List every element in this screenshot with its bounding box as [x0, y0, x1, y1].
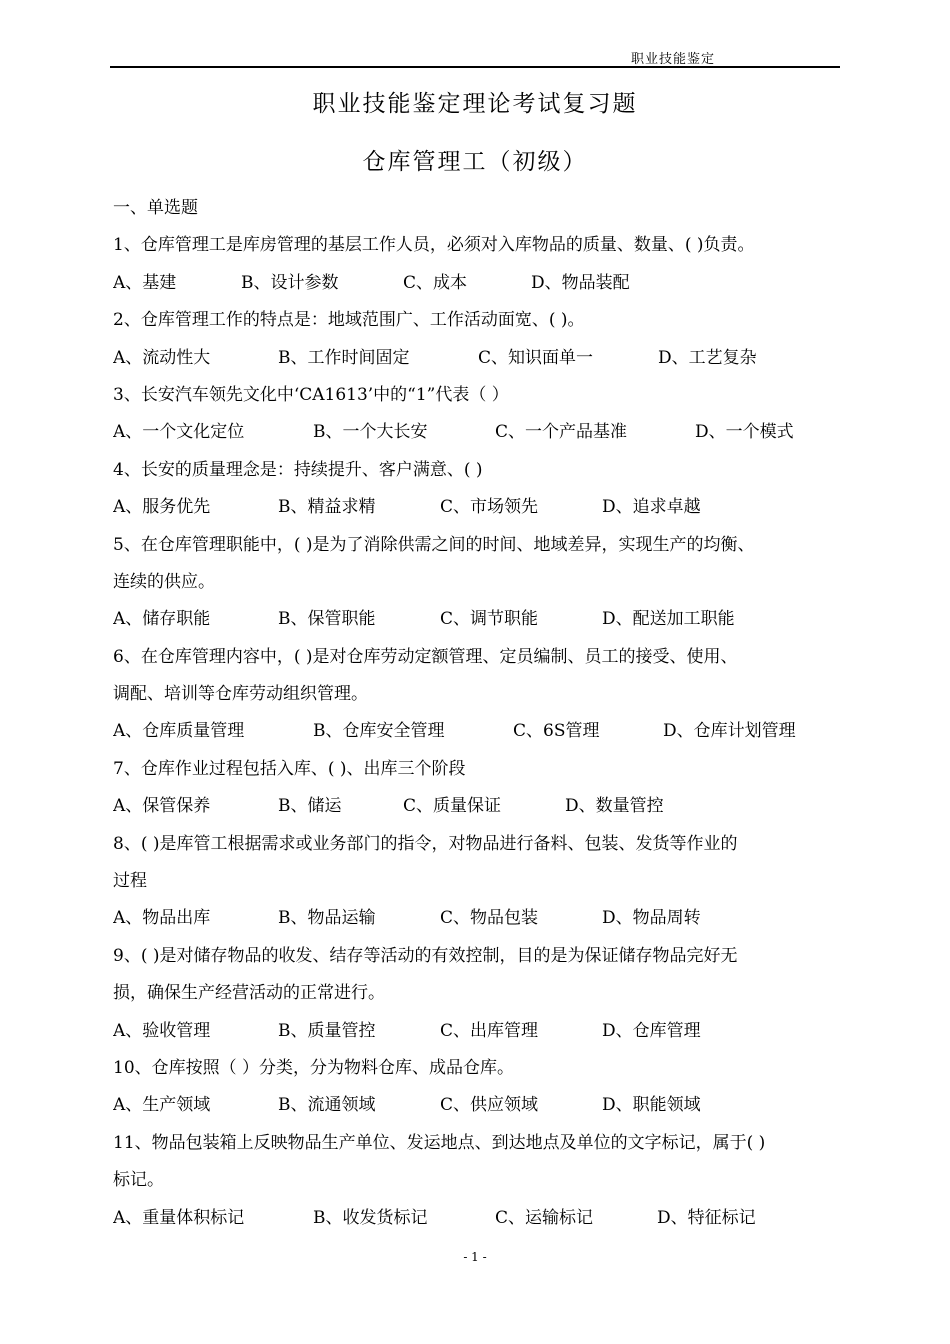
option-row — [113, 1013, 841, 1050]
question-text: 5、在仓库管理职能中，( )是为了消除供需之间的时间、地域差异，实现生产的均衡、 — [113, 534, 755, 555]
questions-container — [113, 227, 841, 1237]
answer-option: B、仓库安全管理 — [313, 721, 445, 742]
answer-option: B、保管职能 — [278, 609, 376, 630]
question-text: 11、物品包装箱上反映物品生产单位、发运地点、到达地点及单位的文字标记，属于( ) — [113, 1132, 766, 1153]
answer-option: A、流动性大 — [113, 347, 211, 368]
header-divider — [110, 66, 840, 68]
question-text: 6、在仓库管理内容中，( )是对仓库劳动定额管理、定员编制、员工的接受、使用、 — [113, 646, 738, 667]
answer-option: B、一个大长安 — [313, 422, 428, 443]
answer-option: D、特征标记 — [657, 1207, 756, 1228]
answer-option: A、一个文化定位 — [113, 422, 245, 443]
answer-option: C、调节职能 — [440, 609, 539, 630]
answer-option: D、一个模式 — [695, 422, 794, 443]
answer-option: A、储存职能 — [113, 609, 211, 630]
answer-option: A、验收管理 — [113, 1020, 211, 1041]
question-text: 2、仓库管理工作的特点是：地域范围广、工作活动面宽、( )。 — [113, 310, 585, 331]
question-text: 连续的供应。 — [113, 571, 215, 592]
option-row — [113, 713, 841, 750]
answer-option: B、工作时间固定 — [278, 347, 410, 368]
answer-option: C、成本 — [403, 272, 468, 293]
question-text: 4、长安的质量理念是：持续提升、客户满意、( ) — [113, 459, 483, 480]
answer-option: A、物品出库 — [113, 908, 211, 929]
question-list — [113, 190, 841, 1237]
answer-option: D、追求卓越 — [602, 497, 701, 518]
answer-option: D、仓库管理 — [602, 1020, 701, 1041]
document-subtitle: 仓库管理工（初级） — [362, 149, 588, 175]
question-text: 损，确保生产经营活动的正常进行。 — [113, 983, 385, 1004]
answer-option: D、职能领域 — [602, 1095, 701, 1116]
answer-option: B、物品运输 — [278, 908, 376, 929]
answer-option: C、市场领先 — [440, 497, 539, 518]
answer-option: B、质量管控 — [278, 1020, 376, 1041]
question-text: 9、( )是对储存物品的收发、结存等活动的有效控制，目的是为保证储存物品完好无 — [113, 945, 738, 966]
answer-option: A、基建 — [113, 272, 177, 293]
answer-option: C、物品包装 — [440, 908, 539, 929]
running-header: 职业技能鉴定 — [630, 52, 715, 67]
answer-option: D、工艺复杂 — [658, 347, 757, 368]
answer-option: A、重量体积标记 — [113, 1207, 245, 1228]
question-text: 1、仓库管理工是库房管理的基层工作人员，必须对入库物品的质量、数量、( )负责。 — [113, 235, 755, 256]
answer-option: A、保管保养 — [113, 796, 211, 817]
answer-option: A、仓库质量管理 — [113, 721, 245, 742]
document-title: 职业技能鉴定理论考试复习题 — [312, 91, 638, 117]
answer-option: D、仓库计划管理 — [663, 721, 796, 742]
question-text: 3、长安汽车领先文化中‘CA1613’中的“1”代表（ ） — [113, 384, 509, 405]
option-row — [113, 1200, 841, 1237]
answer-option: D、配送加工职能 — [602, 609, 735, 630]
question-text: 10、仓库按照（ ）分类，分为物料仓库、成品仓库。 — [113, 1057, 515, 1078]
option-row — [113, 900, 841, 937]
answer-option: A、服务优先 — [113, 497, 211, 518]
option-row — [113, 414, 841, 451]
answer-option: B、流通领域 — [278, 1095, 376, 1116]
answer-option: C、质量保证 — [403, 796, 502, 817]
question-text: 过程 — [113, 871, 147, 892]
page-number: - 1 - — [463, 1250, 487, 1264]
question-text: 8、( )是库管工根据需求或业务部门的指令，对物品进行备料、包装、发货等作业的 — [113, 833, 738, 854]
option-row — [113, 265, 841, 302]
question-text: 调配、培训等仓库劳动组织管理。 — [113, 684, 368, 705]
option-row — [113, 601, 841, 638]
answer-option: B、储运 — [278, 796, 342, 817]
answer-option: C、出库管理 — [440, 1020, 539, 1041]
option-row — [113, 340, 841, 377]
option-row — [113, 489, 841, 526]
answer-option: D、数量管控 — [565, 796, 664, 817]
question-text: 7、仓库作业过程包括入库、( )、出库三个阶段 — [113, 758, 466, 779]
answer-option: B、设计参数 — [241, 272, 339, 293]
answer-option: C、6S管理 — [513, 721, 600, 742]
answer-option: C、供应领域 — [440, 1095, 539, 1116]
answer-option: D、物品周转 — [602, 908, 701, 929]
answer-option: C、知识面单一 — [478, 347, 594, 368]
section-heading: 一、单选题 — [113, 198, 198, 218]
option-row — [113, 788, 841, 825]
answer-option: B、收发货标记 — [313, 1207, 428, 1228]
answer-option: B、精益求精 — [278, 497, 376, 518]
option-row — [113, 1087, 841, 1124]
answer-option: C、运输标记 — [495, 1207, 594, 1228]
answer-option: D、物品装配 — [531, 272, 630, 293]
answer-option: A、生产领域 — [113, 1095, 211, 1116]
answer-option: C、一个产品基准 — [495, 422, 628, 443]
question-text: 标记。 — [113, 1170, 164, 1191]
